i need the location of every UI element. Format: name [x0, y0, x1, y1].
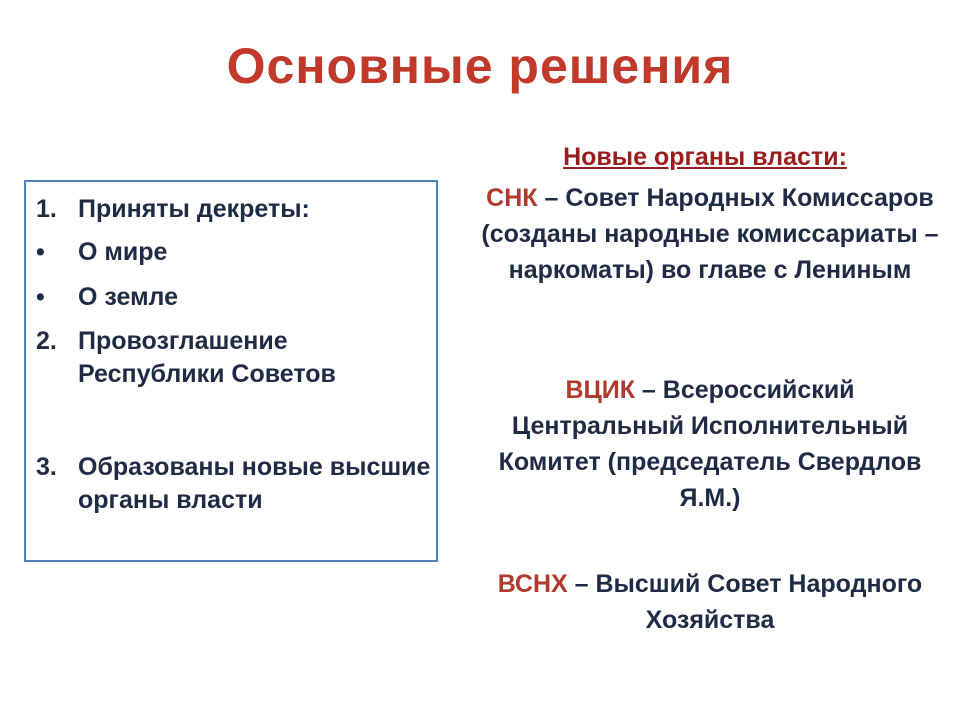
list-marker: 1. [36, 195, 57, 223]
organ-description: – Совет Народных Комиссаров (созданы народные комиссариаты – наркоматы) во главе с Лениным [481, 184, 939, 284]
list-item-text: Образованы новые высшие органы власти [78, 453, 431, 514]
bullet-marker: • [36, 238, 45, 266]
organ-abbr: СНК [486, 184, 538, 212]
bullet-marker: • [36, 283, 45, 311]
organs-heading: Новые органы власти: [563, 143, 847, 171]
organ-description: – Высший Совет Народного Хозяйства [567, 570, 923, 634]
organ-abbr: ВСНХ [497, 570, 568, 598]
list-marker: 3. [36, 453, 57, 481]
organ-vsnkh [480, 566, 940, 638]
bullet-item-text: О земле [78, 283, 179, 311]
organ-vtsik [480, 372, 940, 516]
organ-description: – Всероссийский Центральный Исполнительный Комитет (председатель Свердлов Я.М.) [498, 376, 922, 512]
list-marker: 2. [36, 327, 57, 355]
list-item-text: Провозглашение Республики Советов [78, 327, 336, 388]
slide-title: Основные решения [226, 38, 734, 94]
organ-snk [480, 180, 940, 288]
list-item-text: Приняты декреты: [78, 195, 310, 223]
bullet-item-text: О мире [78, 238, 168, 266]
organ-abbr: ВЦИК [565, 376, 635, 404]
